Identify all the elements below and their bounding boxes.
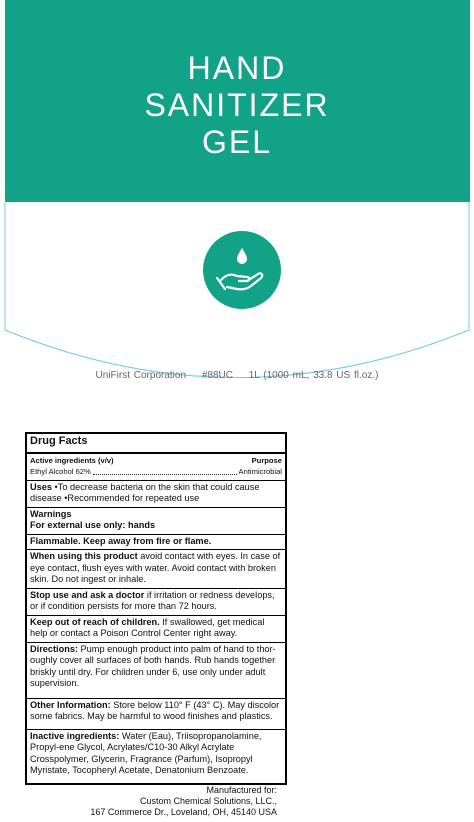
title-line: GEL [201, 124, 273, 160]
company-line [0, 370, 474, 381]
directions-label: Directions: [30, 643, 78, 654]
leader-dots [93, 466, 237, 475]
directions-text: Pump enough product into palm of hand to thor-oughly cover all surfaces of both hands. Rub hands together briskly until dry. For children under 6, use only under adult supervision. [30, 643, 276, 688]
children-label: Keep out of reach of children. [30, 616, 160, 627]
title-line: HAND [187, 50, 287, 86]
inactive-label: Inactive ingredients: [30, 730, 120, 741]
children-text: If swallowed, get medical help or contact a Poison Control Center right away. [30, 616, 265, 638]
other-label: Other Information: [30, 699, 111, 710]
purpose-header: Purpose [251, 455, 282, 465]
other-text: Store below 110° F (43° C). May discolor some fabrics. May be harmful to wood finishes and plastics. [30, 699, 280, 721]
active-ingredients-section [27, 454, 285, 481]
active-header: Active ingredients (v/v) [30, 455, 114, 465]
flammable-section [27, 535, 285, 551]
active-ingredient: Ethyl Alcohol 62% [30, 467, 91, 476]
title-line: SANITIZER [144, 87, 330, 123]
when-using-text: avoid contact with eyes. In case of eye contact, flush eyes with water. Avoid contact with broken skin. Do not ingest or inhale. [30, 551, 281, 584]
external-use: For external use only: hands [30, 520, 156, 530]
other-info-section [27, 699, 285, 730]
stop-use-section [27, 589, 285, 616]
warnings-label: Warnings [30, 508, 72, 519]
mfr-line: Manufactured for: [206, 785, 277, 795]
directions-section [27, 643, 285, 699]
product-size: 1L (1000 mL, 33.8 US fl.oz.) [248, 370, 379, 381]
hand-drop-icon [203, 231, 281, 309]
when-using-section [27, 550, 285, 589]
company-name: UniFirst Corporation [95, 370, 187, 381]
inactive-section [27, 730, 285, 783]
uses-label: Uses [30, 481, 52, 492]
mfr-line: Custom Chemical Solutions, LLC., [139, 796, 277, 806]
uses-section [27, 481, 285, 508]
drug-facts-heading: Drug Facts [27, 434, 285, 454]
stop-use-label: Stop use and ask a doctor [30, 589, 145, 600]
manufacturer-block [90, 785, 277, 818]
when-using-label: When using this product [30, 551, 138, 561]
children-section [27, 616, 285, 643]
product-title [0, 50, 474, 161]
inactive-text: Water (Eau), Triisopropanolamine, Propyl-ene Glycol, Acrylates/C10-30 Alkyl Acrylate Crosspolymer, Glycerin, Fragrance (Parfum), Isopropyl Myristate, Tocopheryl Acetate, Denatonium Benzoate. [30, 730, 262, 775]
flammable-text: Flammable. Keep away from fire or flame. [30, 535, 212, 546]
drug-facts-panel [25, 432, 287, 785]
item-number: #88UC [201, 370, 233, 381]
mfr-line: 167 Commerce Dr., Loveland, OH, 45140 USA [90, 807, 277, 817]
front-label [0, 0, 474, 400]
purpose-value: Antimicrobial [238, 467, 282, 476]
warnings-heading [27, 508, 285, 535]
uses-text: •To decrease bacteria on the skin that could cause disease •Recommended for repeated use [30, 481, 260, 503]
stop-use-text: if irritation or redness develops, or if condition persists for more than 72 hours. [30, 589, 275, 611]
